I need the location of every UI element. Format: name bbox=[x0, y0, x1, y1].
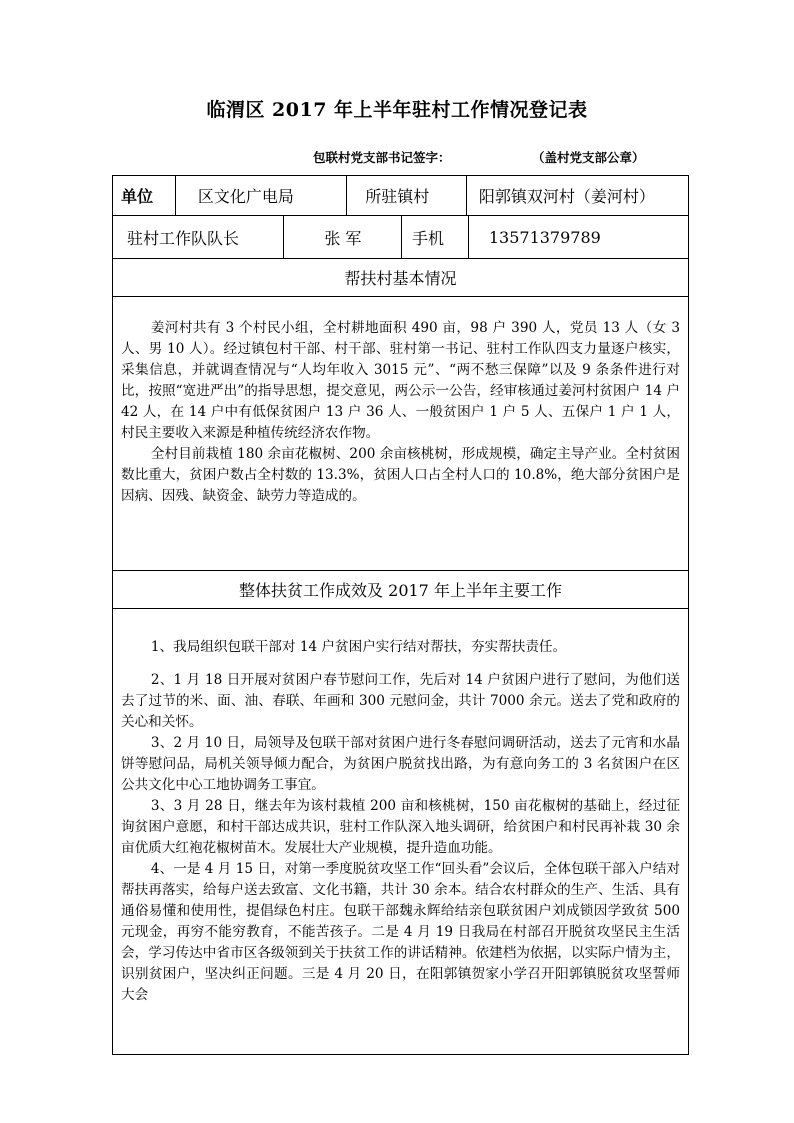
work-paragraph-2: 2、1 月 18 日开展对贫困户春节慰问工作，先后对 14 户贫困户进行了慰问，为他们送去了过节的米、面、油、春联、年画和 300 元慰问金，共计 7000 余元。送去了党和政府的关心和关怀。 bbox=[121, 672, 680, 730]
leader-value: 张 军 bbox=[284, 216, 402, 258]
basic-situation bbox=[113, 297, 688, 571]
work-content bbox=[113, 609, 688, 1006]
phone-value: 13571379789 bbox=[488, 227, 601, 247]
page-title: 临渭区 2017 年上半年驻村工作情况登记表 bbox=[206, 99, 588, 121]
unit-label: 单位 bbox=[113, 176, 176, 215]
unit-value: 区文化广电局 bbox=[176, 176, 347, 215]
registration-table bbox=[112, 175, 689, 1055]
village-label: 所驻镇村 bbox=[347, 176, 467, 215]
work-paragraph-4: 3、3 月 28 日，继去年为该村栽植 200 亩和核桃树，150 亩花椒树的基础上，经过征询贫困户意愿，和村干部达成共识，驻村工作队深入地头调研，给贫困户和村民再补栽 30 余亩优质大红袍花椒树苗木。发展壮大产业规模，提升造血功能。 bbox=[121, 798, 680, 856]
basic-paragraph-2: 全村目前栽植 180 余亩花椒树、200 余亩核桃树，形成规模，确定主导产业。全村贫困数比重大，贫困户数占全村数的 13.3%，贫困人口占全村人口的 10.8%，绝大部分贫困户是因病、因残、缺资金、缺劳力等造成的。 bbox=[121, 446, 680, 504]
work-paragraph-1: 1、我局组织包联干部对 14 户贫困户实行结对帮扶，夯实帮扶责任。 bbox=[150, 639, 567, 655]
basic-heading: 帮扶村基本情况 bbox=[113, 259, 688, 297]
basic-paragraph-1: 姜河村共有 3 个村民小组，全村耕地面积 490 亩，98 户 390 人，党员 13 人（女 3 人、男 10 人）。经过镇包村干部、村干部、驻村第一书记、驻村工作队四支力量逐户核实，采集信息，并就调查情况与“人均年收入 3015 元”、“两不愁三保障”以及 9 条条件进行对比，按照“宽进严出”的指导思想，提交意见，两公示一公告，经审核通过姜河村贫困户 14 户 42 人，在 14 户中有低保贫困户 13 户 36 人、一般贫困户 1 户 5 人、五保户 1 户 1 人，村民主要收入来源是种植传统经济农作物。 bbox=[121, 320, 680, 441]
signature-label: 包联村党支部书记签字： bbox=[313, 150, 451, 165]
phone-label: 手机 bbox=[402, 216, 469, 258]
leader-label: 驻村工作队队长 bbox=[113, 216, 284, 258]
work-heading: 整体扶贫工作成效及 2017 年上半年主要工作 bbox=[113, 571, 688, 609]
unit-row bbox=[113, 176, 688, 216]
leader-row bbox=[113, 216, 688, 259]
work-paragraph-3: 3、2 月 10 日，局领导及包联干部对贫困户进行冬春慰问调研活动，送去了元宵和水晶饼等慰问品，局机关领导倾力配合，为贫困户脱贫找出路，为有意向务工的 3 名贫困户在区公共文化中心工地协调务工事宜。 bbox=[121, 735, 680, 793]
seal-note: （盖村党支部公章） bbox=[532, 150, 645, 165]
work-paragraph-5: 4、一是 4 月 15 日，对第一季度脱贫攻坚工作“回头看”会议后，全体包联干部入户结对帮扶再落实，给每户送去致富、文化书籍，共计 30 余本。结合农村群众的生产、生活、具有通俗易懂和使用性，提倡绿色村庄。包联干部魏永辉给结亲包联贫困户刘成锁因学致贫 500 元现金，再穷不能穷教育，不能苦孩子。二是 4 月 19 日我局在村部召开脱贫攻坚民主生活会，学习传达中省市区各级领到关于扶贫工作的讲话精神。依建档为依据，以实际户情为主，识别贫困户，坚决纠正问题。三是 4 月 20 日，在阳郭镇贺家小学召开阳郭镇脱贫攻坚誓师大会 bbox=[121, 861, 680, 1003]
village-value: 阳郭镇双河村（姜河村） bbox=[478, 187, 655, 206]
